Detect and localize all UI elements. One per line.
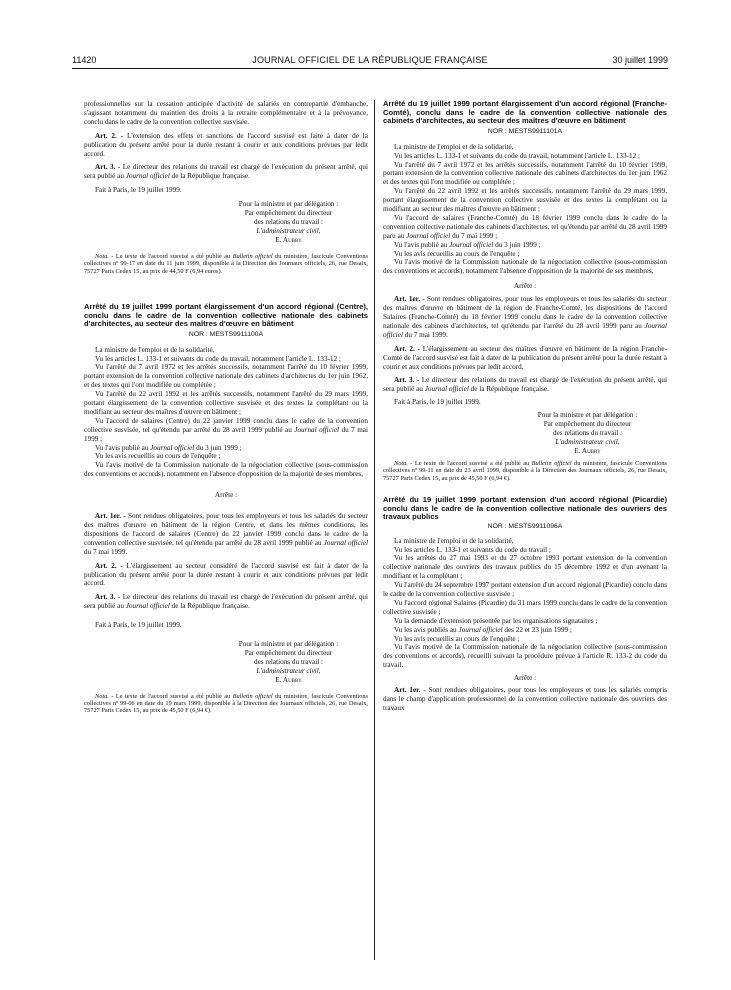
nor-reference: NOR : MESTS9911096A — [487, 522, 563, 530]
signature-block: Pour la ministre et par délégation : Par empêchement du directeur des relations du travail : L'administrateur civil, E. Aubry — [238, 200, 339, 244]
issue-date: 30 juillet 1999 — [612, 55, 668, 65]
page-header — [72, 55, 668, 69]
header-rule — [72, 68, 668, 69]
nor-reference: NOR : MESTS9911101A — [487, 127, 563, 135]
nor-reference: NOR : MESTS9911100A — [188, 330, 264, 338]
article-1: Art. 1er. - Sont rendues obligatoires, pour tous les employeurs et tous les salariés du secteur des maîtres d'œuvre en bâtiment de la région Centre, et dans les mêmes conditions, les dispositions de l'accord de salaires (Centre) du 22 janvier 1999 conclu dans le cadre de la convention collective susvisée, tel qu'étendu par arrêté du 28 avril 1999 publié au Journal officiel du 7 mai 1999. — [84, 512, 369, 556]
decree-franche-comte: Arrêté du 19 juillet 1999 portant élargissement d'un accord régional (Franche-Comté), conclu dans le cadre de la convention collective nationale des cabinets d'architectes, au secteur des maîtres d'œuvre en bâtiment NOR : MESTS9911101A La ministre de l'emploi et de la solidarité, Vu les articles L. 133-1 et suivants du code du travail, notamment l'article L. 133-12 ; Vu l'arrêté du 7 avril 1972 et les arrêtés successifs, notamment l'arrêté du 10 février 1999, portant extension de la convention collective nationale des cabinets d'architectes du 1er juin 1962 et des textes qui l'ont modifiée ou complétée ; Vu l'arrêté du 22 avril 1992 et les arrêtés successifs, notamment l'arrêté du 29 mars 1999, portant élargissement de la convention collective susvisée et des textes la complétant ou la modifiant au secteur des maîtres d'œuvre en bâtiment ; Vu l'accord de salaires (Franche-Comté) du 18 février 1999 conclu dans le cadre de la convention collective nationale des cabinets d'architectes, tel qu'étendu par arrêté du 28 avril 1999 paru au Journal officiel du 7 mai 1999 ; Vu l'avis publié au Journal officiel du 3 juin 1999 ; Vu les avis recueillis au cours de l'enquête ; Vu l'avis motivé de la Commission nationale de la négociation collective (sous-commission des conventions et accords), notamment l'absence d'opposition de la majorité de ses membres, Arrête : Art. 1er. - Sont rendues obligatoires, pour tous les employeurs et tous les salariés du secteur des maîtres d'œuvre en bâtiment de la région de Franche-Comté, les dispositions de l'accord Salaires (Franche-Comté) du 18 février 1999 conclu dans le cadre de la convention collective nationale des cabinets d'architectes, tel qu'étendu par l'arrêté du 28 avril 1999 paru au Journal officiel du 7 mai 1999. Art. 2. - L'élargissement au secteur des maîtres d'œuvre en bâtiment de la région Franche-Comté de l'accord susvisé est fait à dater de la publication du présent arrêté pour la durée restant à courir et aux conditions prévues par ledit accord. Art. 3. - Le directeur des relations du travail est chargé de l'exécution du présent arrêté, qui sera publié au Journal officiel de la République française. Fait à Paris, le 19 juillet 1999. Pour la ministre et par délégation : Par empêchement du directeur des relations du travail : L'administrateur civil, E. Aubry Nota. - Le texte de l'accord susvisé a été publié au Bulletin officiel du ministère, fascicule Conventions collectives nº 99-11 en date du 23 avril 1999, disponible à la Direction des Journaux officiels, 26, rue Desaix, 75727 Paris Cedex 15, au prix de 45,50 F (6,94 €). — [383, 99, 668, 482]
nota: Nota. - Le texte de l'accord susvisé a été publié au Bulletin officiel du ministère, fascicule Conventions collectives nº 99-17 en date du 11 juin 1999, disponible à la Direction des Journaux officiels, 26, rue Desaix, 75727 Paris Cedex 15, au prix de 44,50 F (6,94 euros). — [84, 252, 368, 275]
decree-centre: Arrêté du 19 juillet 1999 portant élargissement d'un accord régional (Centre), conclu dans le cadre de la convention collective nationale des cabinets d'architectes, au secteur des maîtres d'œuvre en bâtiment NOR : MESTS9911100A La ministre de l'emploi et de la solidarité, Vu les articles L. 133-1 et suivants du code du travail, notamment l'article L. 133-12 ; Vu l'arrêté du 7 avril 1972 et les arrêtés successifs, notamment l'arrêté du 10 février 1999, portant extension de la convention collective nationale des cabinets d'architectes du 1er juin 1962, et des textes qui l'ont modifiée ou complétée ; Vu l'arrêté du 22 avril 1992 et les arrêtés successifs, notamment l'arrêté du 29 mars 1999, portant élargissement de la convention collective susvisée et des textes la complétant ou la modifiant au secteur des maîtres d'œuvre en bâtiment ; Vu l'accord de salaires (Centre) du 22 janvier 1999 conclu dans le cadre de la convention collective susvisée, tel qu'étendu par arrêté du 28 avril 1999 publié au Journal officiel du 7 mai 1999 ; Vu l'avis publié au Journal officiel du 3 juin 1999 ; Vu les avis recueillis au cours de l'enquête ; Vu l'avis motivé de la Commission nationale de la négociation collective (sous-commission des conventions et accords), notamment en l'absence d'opposition de la majorité de ses membres, Arrête : Art. 1er. - Sont rendues obligatoires, pour tous les employeurs et tous les salariés du secteur des maîtres d'œuvre en bâtiment de la région Centre, et dans les mêmes conditions, les dispositions de l'accord de salaires (Centre) du 22 janvier 1999 conclu dans le cadre de la convention collective susvisée, tel qu'étendu par arrêté du 28 avril 1999 publié au Journal officiel du 7 mai 1999. Art. 2. - L'élargissement au secteur considéré de l'accord susvisé est fait à dater de la publication du présent arrêté pour la durée restant à courir et aux conditions prévues par ledit accord. Art. 3. - Le directeur des relations du travail est chargé de l'exécution du présent arrêté, qui sera publié au Journal officiel de la République française. Fait à Paris, le 19 juillet 1999. Pour la ministre et par délégation : Par empêchement du directeur des relations du travail : L'administrateur civil, E. Aubry Nota. - Le texte de l'accord susvisé a été publié au Bulletin officiel du ministère, fascicule Conventions collectives nº 99-06 en date du 19 mars 1999, disponible à la Direction des Journaux officiels, 26, rue Desaix, 75727 Paris Cedex 15, au prix de 45,50 F (6,94 €). — [84, 301, 369, 715]
article-1: Art. 1er. - Sont rendues obligatoires, pour tous les employeurs et tous les salariés compris dans le champ d'application professionnel de la convention collective nationale des ouvriers des travaux — [383, 686, 667, 712]
arrete-heading: Arrête : — [513, 674, 537, 683]
article-2: Art. 2. - L'élargissement au secteur considéré de l'accord susvisé est fait à dater de la publication du présent arrêté pour la durée restant à courir et aux conditions prévues par ledit accord. — [84, 561, 368, 588]
article-2: Art. 2. - L'élargissement au secteur des maîtres d'œuvre en bâtiment de la région Franche-Comté de l'accord susvisé est fait à dater de la publication du présent arrêté pour la durée restant à courir et aux conditions prévues par ledit accord. — [383, 344, 667, 371]
decree-title: Arrêté du 19 juillet 1999 portant extension d'un accord régional (Picardie) conclu dans le cadre de la convention collective nationale des ouvriers des travaux publics — [383, 494, 667, 522]
arrete-heading: Arrête : — [214, 491, 238, 500]
decree-title: Arrêté du 19 juillet 1999 portant élargissement d'un accord régional (Centre), conclu dans le cadre de la convention collective nationale des cabinets d'architectes, au secteur des maîtres d'œuvre en bâtiment — [84, 301, 368, 329]
done-at: Fait à Paris, le 19 juillet 1999. — [394, 398, 481, 407]
article-3: Art. 3. - Le directeur des relations du travail est chargé de l'exécution du présent arrêté, qui sera publié au Journal officiel de la République française. — [84, 593, 369, 611]
continued-text: professionnelles sur la cessation anticipée d'activité de salariés en contrepartie d'embauche, s'agissant notamment du maintien des droits à la retraite complémentaire et à la prévoyance, conclu dans le cadre de la convention collective susvisée. — [84, 100, 368, 126]
decree-picardie: Arrêté du 19 juillet 1999 portant extension d'un accord régional (Picardie) conclu dans le cadre de la convention collective nationale des ouvriers des travaux publics NOR : MESTS9911096A La ministre de l'emploi et de la solidarité, Vu les articles L. 133-1 et suivants du code du travail ; Vu les arrêtés du 27 mai 1993 et du 27 octobre 1993 portant extension de la convention collective nationale des ouvriers des travaux publics du 15 décembre 1992 et d'un avenant la modifiant et la complétant ; Vu l'arrêté du 24 septembre 1997 portant extension d'un accord régional (Picardie) conclu dans le cadre de la convention collective susvisée ; Vu l'accord régional Salaires (Picardie) du 31 mars 1999 conclu dans le cadre de la convention collective susvisée ; Vu la demande d'extension présentée par les organisations signataires ; Vu les avis publiés au Journal officiel des 22 et 23 juin 1999 ; Vu les avis recueillis au cours de l'enquête ; Vu l'avis motivé de la Commission nationale de la négociation collective (sous-commission des conventions et accords), recueilli suivant la procédure prévue à l'article R. 133-2 du code du travail, Arrête : Art. 1er. - Sont rendues obligatoires, pour tous les employeurs et tous les salariés compris dans le champ d'application professionnel de la convention collective nationale des ouvriers des travaux — [383, 494, 667, 712]
nota: Nota. - Le texte de l'accord susvisé a été publié au Bulletin officiel du ministère, fascicule Conventions collectives nº 99-06 en date du 19 mars 1999, disponible à la Direction des Journaux officiels, 26, rue Desaix, 75727 Paris Cedex 15, au prix de 45,50 F (6,94 €). — [84, 692, 368, 715]
journal-title: JOURNAL OFFICIEL DE LA RÉPUBLIQUE FRANÇAISE — [252, 55, 488, 65]
signature-block: Pour la ministre et par délégation : Par empêchement du directeur des relations du travail : L'administrateur civil, E. Aubry — [238, 640, 339, 684]
article-3: Art. 3. - Le directeur des relations du travail est chargé de l'exécution du présent arrêté, qui sera publié au Journal officiel de la République française. — [84, 163, 369, 181]
nota: Nota. - Le texte de l'accord susvisé a été publié au Bulletin officiel du ministère, fascicule Conventions collectives nº 99-11 en date du 23 avril 1999, disponible à la Direction des Journaux officiels, 26, rue Desaix, 75727 Paris Cedex 15, au prix de 45,50 F (6,94 €). — [383, 459, 667, 482]
signature-block: Pour la ministre et par délégation : Par empêchement du directeur des relations du travail : L'administrateur civil, E. Aubry — [537, 411, 638, 455]
decree-title: Arrêté du 19 juillet 1999 portant élargissement d'un accord régional (Franche-Comté), conclu dans le cadre de la convention collective nationale des cabinets d'architectes, au secteur des maîtres d'œuvre en bâtiment — [383, 99, 667, 126]
left-column — [84, 100, 368, 715]
arrete-heading: Arrête : — [513, 282, 537, 291]
done-at: Fait à Paris, le 19 juillet 1999. — [95, 621, 182, 630]
done-at: Fait à Paris, le 19 juillet 1999. — [95, 186, 182, 195]
column-separator — [374, 100, 375, 960]
article-3: Art. 3. - Le directeur des relations du travail est chargé de l'exécution du présent arrêté, qui sera publié au Journal officiel de la République française. — [383, 376, 668, 394]
page-number: 11420 — [72, 55, 97, 65]
article-2: Art. 2. - L'extension des effets et sanctions de l'accord susvisé est faite à dater de la publication du présent arrêté pour la durée restant à courir et aux conditions prévues par ledit accord. — [84, 131, 368, 158]
right-column — [383, 100, 667, 713]
article-1: Art. 1er. - Sont rendues obligatoires, pour tous les employeurs et tous les salariés du secteur des maîtres d'œuvre en bâtiment de la région de Franche-Comté, les dispositions de l'accord Salaires (Franche-Comté) du 18 février 1999 conclu dans le cadre de la convention collective nationale des cabinets d'architectes, tel qu'étendu par l'arrêté du 28 avril 1999 paru au Journal officiel du 7 mai 1999. — [383, 295, 668, 339]
